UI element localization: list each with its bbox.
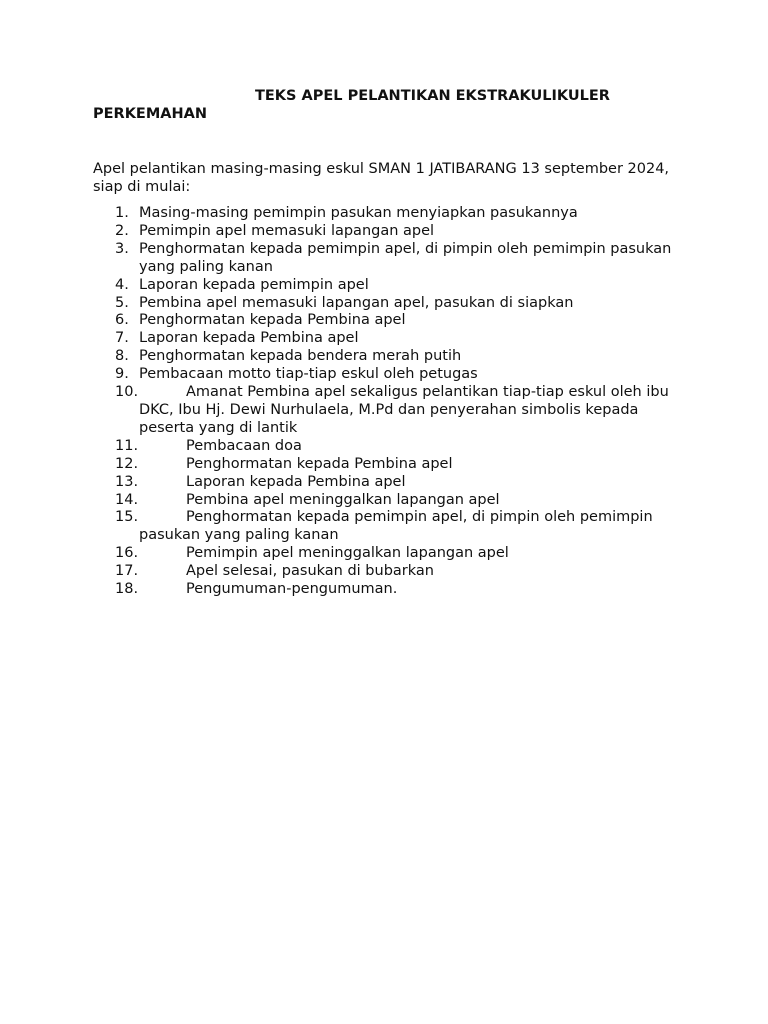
list-item-text: Pembacaan doa: [186, 437, 302, 454]
list-item-text: Laporan kepada pemimpin apel: [139, 276, 369, 293]
list-item: [93, 492, 693, 510]
list-item-text: Penghormatan kepada pemimpin apel, di pimpin oleh pemimpin pasukan yang paling kanan: [139, 509, 653, 544]
list-item-number: 4.: [115, 276, 129, 293]
list-item: [93, 545, 693, 563]
list-item-text: Masing-masing pemimpin pasukan menyiapkan pasukannya: [139, 205, 578, 221]
document-title-text: TEKS APEL PELANTIKAN EKSTRAKULIKULER PERKEMAHAN: [93, 88, 610, 122]
list-item-text: Pengumuman-pengumuman.: [186, 581, 398, 598]
list-item-number: 2.: [115, 222, 129, 239]
list-item: [93, 330, 693, 348]
list-item-number: 12.: [115, 455, 139, 472]
list-item-number: 15.: [115, 509, 139, 526]
list-item-number: 17.: [115, 563, 139, 580]
list-item: [93, 438, 693, 456]
list-item-text: Laporan kepada Pembina apel: [186, 473, 406, 490]
list-item: [93, 348, 693, 366]
list-item: [93, 205, 693, 223]
list-item-text: Penghormatan kepada Pembina apel: [139, 312, 406, 329]
list-item-number: 14.: [115, 491, 139, 508]
list-item-number: 9.: [115, 366, 129, 383]
list-item: [93, 223, 693, 241]
list-item-text: Penghormatan kepada pemimpin apel, di pimpin oleh pemimpin pasukan yang paling kanan: [139, 240, 672, 275]
list-item-number: 11.: [115, 437, 139, 454]
list-item: [93, 509, 693, 545]
list-item-number: 7.: [115, 330, 129, 347]
list-item-text: Pembina apel meninggalkan lapangan apel: [186, 491, 500, 508]
list-item-number: 5.: [115, 294, 129, 311]
steps-list: [93, 205, 693, 599]
list-item: [93, 384, 693, 438]
list-item-text: Pembina apel memasuki lapangan apel, pasukan di siapkan: [139, 294, 574, 311]
list-item-text: Pemimpin apel memasuki lapangan apel: [139, 222, 435, 239]
list-item-number: 6.: [115, 312, 129, 329]
intro-paragraph: Apel pelantikan masing-masing eskul SMAN 1 JATIBARANG 13 september 2024, siap di mulai:: [93, 161, 670, 195]
list-item-number: 1.: [115, 205, 129, 221]
list-item: [93, 581, 693, 599]
list-item-number: 16.: [115, 545, 139, 562]
list-item-number: 3.: [115, 240, 129, 257]
list-item-text: Penghormatan kepada bendera merah putih: [139, 348, 462, 365]
list-item-number: 18.: [115, 581, 139, 598]
list-item: [93, 563, 693, 581]
list-item: [93, 277, 693, 295]
list-item: [93, 474, 693, 492]
list-item: [93, 456, 693, 474]
list-item-text: Pemimpin apel meninggalkan lapangan apel: [186, 545, 509, 562]
list-item-number: 10.: [115, 384, 139, 401]
list-item: [93, 241, 693, 277]
list-item-text: Penghormatan kepada Pembina apel: [186, 455, 453, 472]
list-item: [93, 312, 693, 330]
list-item-text: Amanat Pembina apel sekaligus pelantikan tiap-tiap eskul oleh ibu DKC, Ibu Hj. Dewi Nurhulaela, M.Pd dan penyerahan simbolis kepada peserta yang di lantik: [139, 384, 669, 436]
list-item-number: 8.: [115, 348, 129, 365]
list-item-text: Laporan kepada Pembina apel: [139, 330, 359, 347]
list-item-text: Pembacaan motto tiap-tiap eskul oleh petugas: [139, 366, 478, 383]
list-item: [93, 366, 693, 384]
list-item-number: 13.: [115, 473, 139, 490]
list-item: [93, 295, 693, 313]
document-title: [93, 87, 693, 123]
list-item-text: Apel selesai, pasukan di bubarkan: [186, 563, 434, 580]
